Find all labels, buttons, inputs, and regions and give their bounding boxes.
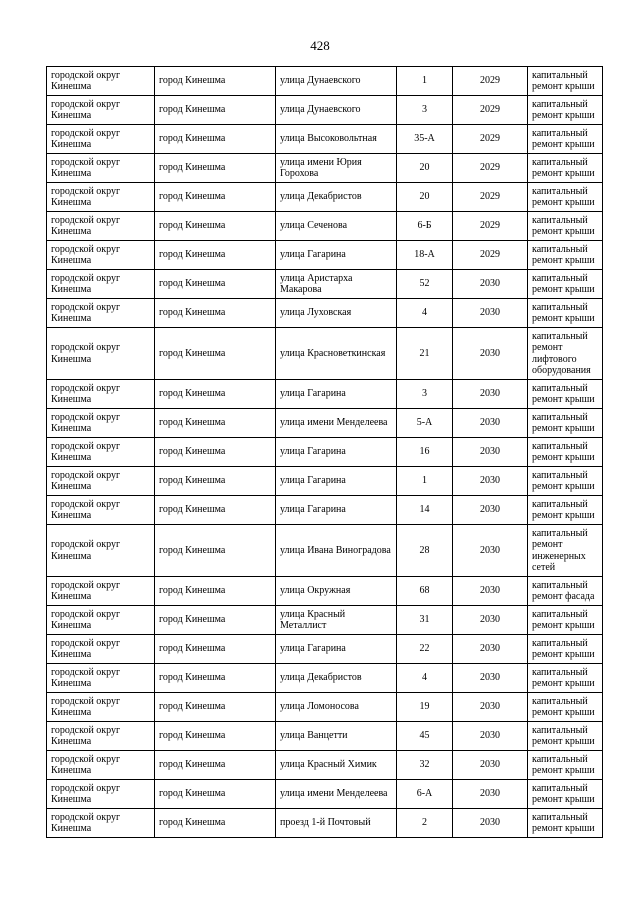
table-row	[47, 241, 603, 270]
cell-house-number: 20	[397, 183, 453, 212]
cell-street: улица Гагарина	[276, 438, 397, 467]
table-row	[47, 751, 603, 780]
cell-work-type: капитальный ремонт крыши	[528, 183, 603, 212]
cell-house-number: 22	[397, 635, 453, 664]
cell-work-type: капитальный ремонт крыши	[528, 606, 603, 635]
cell-house-number: 6-Б	[397, 212, 453, 241]
cell-street: улица Гагарина	[276, 241, 397, 270]
cell-city: город Кинешма	[155, 693, 276, 722]
cell-house-number: 1	[397, 67, 453, 96]
cell-city: город Кинешма	[155, 125, 276, 154]
cell-house-number: 1	[397, 467, 453, 496]
cell-street: улица Аристарха Макарова	[276, 270, 397, 299]
cell-planned-year: 2030	[453, 751, 528, 780]
cell-house-number: 5-А	[397, 409, 453, 438]
cell-municipal-district: городской округ Кинешма	[47, 722, 155, 751]
cell-planned-year: 2030	[453, 577, 528, 606]
cell-house-number: 20	[397, 154, 453, 183]
table-row	[47, 328, 603, 380]
table-row	[47, 606, 603, 635]
cell-city: город Кинешма	[155, 496, 276, 525]
cell-work-type: капитальный ремонт крыши	[528, 467, 603, 496]
cell-work-type: капитальный ремонт крыши	[528, 809, 603, 838]
table-row	[47, 722, 603, 751]
cell-street: улица Гагарина	[276, 467, 397, 496]
cell-municipal-district: городской округ Кинешма	[47, 525, 155, 577]
cell-planned-year: 2030	[453, 722, 528, 751]
cell-street: улица Ванцетти	[276, 722, 397, 751]
cell-planned-year: 2030	[453, 606, 528, 635]
cell-house-number: 45	[397, 722, 453, 751]
table-row	[47, 664, 603, 693]
cell-house-number: 2	[397, 809, 453, 838]
cell-planned-year: 2030	[453, 809, 528, 838]
cell-planned-year: 2029	[453, 183, 528, 212]
cell-city: город Кинешма	[155, 328, 276, 380]
cell-municipal-district: городской округ Кинешма	[47, 496, 155, 525]
cell-municipal-district: городской округ Кинешма	[47, 299, 155, 328]
cell-work-type: капитальный ремонт фасада	[528, 577, 603, 606]
cell-house-number: 3	[397, 96, 453, 125]
cell-work-type: капитальный ремонт крыши	[528, 664, 603, 693]
table-row	[47, 496, 603, 525]
cell-city: город Кинешма	[155, 438, 276, 467]
cell-work-type: капитальный ремонт крыши	[528, 438, 603, 467]
cell-planned-year: 2030	[453, 525, 528, 577]
cell-municipal-district: городской округ Кинешма	[47, 241, 155, 270]
cell-municipal-district: городской округ Кинешма	[47, 780, 155, 809]
cell-municipal-district: городской округ Кинешма	[47, 751, 155, 780]
cell-municipal-district: городской округ Кинешма	[47, 809, 155, 838]
cell-city: город Кинешма	[155, 780, 276, 809]
cell-house-number: 4	[397, 299, 453, 328]
table-row	[47, 380, 603, 409]
cell-work-type: капитальный ремонт крыши	[528, 125, 603, 154]
cell-street: улица Сеченова	[276, 212, 397, 241]
cell-planned-year: 2030	[453, 496, 528, 525]
table-row	[47, 299, 603, 328]
cell-house-number: 19	[397, 693, 453, 722]
cell-municipal-district: городской округ Кинешма	[47, 606, 155, 635]
cell-work-type: капитальный ремонт крыши	[528, 409, 603, 438]
cell-street: улица Красный Металлист	[276, 606, 397, 635]
cell-work-type: капитальный ремонт крыши	[528, 299, 603, 328]
cell-work-type: капитальный ремонт крыши	[528, 96, 603, 125]
cell-work-type: капитальный ремонт крыши	[528, 270, 603, 299]
cell-street: улица Дунаевского	[276, 96, 397, 125]
table-row	[47, 780, 603, 809]
table-row	[47, 525, 603, 577]
cell-work-type: капитальный ремонт крыши	[528, 722, 603, 751]
cell-planned-year: 2030	[453, 438, 528, 467]
cell-house-number: 4	[397, 664, 453, 693]
cell-house-number: 18-А	[397, 241, 453, 270]
cell-house-number: 21	[397, 328, 453, 380]
cell-street: улица Гагарина	[276, 380, 397, 409]
cell-municipal-district: городской округ Кинешма	[47, 577, 155, 606]
page-number: 428	[310, 38, 330, 53]
cell-municipal-district: городской округ Кинешма	[47, 154, 155, 183]
cell-municipal-district: городской округ Кинешма	[47, 409, 155, 438]
table-row	[47, 212, 603, 241]
cell-city: город Кинешма	[155, 606, 276, 635]
cell-city: город Кинешма	[155, 751, 276, 780]
cell-planned-year: 2029	[453, 67, 528, 96]
cell-work-type: капитальный ремонт крыши	[528, 154, 603, 183]
table-row	[47, 467, 603, 496]
cell-municipal-district: городской округ Кинешма	[47, 270, 155, 299]
cell-work-type: капитальный ремонт крыши	[528, 751, 603, 780]
cell-street: улица Луховская	[276, 299, 397, 328]
cell-planned-year: 2029	[453, 96, 528, 125]
cell-work-type: капитальный ремонт крыши	[528, 212, 603, 241]
cell-city: город Кинешма	[155, 635, 276, 664]
cell-street: улица Красноветкинская	[276, 328, 397, 380]
cell-municipal-district: городской округ Кинешма	[47, 693, 155, 722]
table-row	[47, 693, 603, 722]
cell-city: город Кинешма	[155, 299, 276, 328]
table-row	[47, 96, 603, 125]
cell-planned-year: 2030	[453, 467, 528, 496]
cell-planned-year: 2030	[453, 780, 528, 809]
cell-house-number: 6-А	[397, 780, 453, 809]
cell-house-number: 31	[397, 606, 453, 635]
cell-house-number: 32	[397, 751, 453, 780]
cell-city: город Кинешма	[155, 212, 276, 241]
table-row	[47, 183, 603, 212]
cell-street: улица Гагарина	[276, 635, 397, 664]
cell-house-number: 3	[397, 380, 453, 409]
cell-street: улица Красный Химик	[276, 751, 397, 780]
cell-city: город Кинешма	[155, 525, 276, 577]
cell-work-type: капитальный ремонт инженерных сетей	[528, 525, 603, 577]
table-row	[47, 125, 603, 154]
table-row	[47, 67, 603, 96]
cell-planned-year: 2029	[453, 212, 528, 241]
cell-work-type: капитальный ремонт крыши	[528, 693, 603, 722]
cell-municipal-district: городской округ Кинешма	[47, 664, 155, 693]
cell-work-type: капитальный ремонт крыши	[528, 67, 603, 96]
cell-planned-year: 2029	[453, 154, 528, 183]
cell-city: город Кинешма	[155, 467, 276, 496]
cell-planned-year: 2030	[453, 409, 528, 438]
cell-street: улица Высоковольтная	[276, 125, 397, 154]
cell-street: улица имени Юрия Горохова	[276, 154, 397, 183]
cell-municipal-district: городской округ Кинешма	[47, 467, 155, 496]
cell-municipal-district: городской округ Кинешма	[47, 328, 155, 380]
cell-street: улица Окружная	[276, 577, 397, 606]
cell-street: улица Декабристов	[276, 183, 397, 212]
cell-house-number: 52	[397, 270, 453, 299]
cell-city: город Кинешма	[155, 722, 276, 751]
cell-work-type: капитальный ремонт лифтового оборудования	[528, 328, 603, 380]
cell-city: город Кинешма	[155, 809, 276, 838]
cell-planned-year: 2030	[453, 299, 528, 328]
cell-house-number: 16	[397, 438, 453, 467]
cell-city: город Кинешма	[155, 664, 276, 693]
repair-schedule-table	[46, 66, 603, 838]
cell-street: улица Дунаевского	[276, 67, 397, 96]
cell-house-number: 28	[397, 525, 453, 577]
cell-city: город Кинешма	[155, 154, 276, 183]
cell-street: улица имени Менделеева	[276, 780, 397, 809]
table-row	[47, 809, 603, 838]
cell-city: город Кинешма	[155, 380, 276, 409]
cell-planned-year: 2030	[453, 635, 528, 664]
table-row	[47, 635, 603, 664]
cell-municipal-district: городской округ Кинешма	[47, 125, 155, 154]
cell-city: город Кинешма	[155, 67, 276, 96]
cell-municipal-district: городской округ Кинешма	[47, 96, 155, 125]
cell-municipal-district: городской округ Кинешма	[47, 635, 155, 664]
table-row	[47, 270, 603, 299]
cell-city: город Кинешма	[155, 183, 276, 212]
cell-street: улица Ломоносова	[276, 693, 397, 722]
table-body	[47, 67, 603, 838]
cell-municipal-district: городской округ Кинешма	[47, 67, 155, 96]
cell-work-type: капитальный ремонт крыши	[528, 496, 603, 525]
cell-planned-year: 2029	[453, 241, 528, 270]
cell-municipal-district: городской округ Кинешма	[47, 438, 155, 467]
cell-city: город Кинешма	[155, 270, 276, 299]
cell-work-type: капитальный ремонт крыши	[528, 780, 603, 809]
cell-street: улица имени Менделеева	[276, 409, 397, 438]
cell-work-type: капитальный ремонт крыши	[528, 380, 603, 409]
cell-planned-year: 2030	[453, 328, 528, 380]
cell-planned-year: 2030	[453, 380, 528, 409]
table-row	[47, 409, 603, 438]
cell-planned-year: 2030	[453, 270, 528, 299]
cell-municipal-district: городской округ Кинешма	[47, 183, 155, 212]
cell-work-type: капитальный ремонт крыши	[528, 635, 603, 664]
cell-city: город Кинешма	[155, 577, 276, 606]
cell-city: город Кинешма	[155, 96, 276, 125]
cell-city: город Кинешма	[155, 409, 276, 438]
cell-planned-year: 2030	[453, 664, 528, 693]
cell-planned-year: 2029	[453, 125, 528, 154]
cell-street: улица Декабристов	[276, 664, 397, 693]
cell-house-number: 35-А	[397, 125, 453, 154]
cell-street: проезд 1-й Почтовый	[276, 809, 397, 838]
cell-house-number: 68	[397, 577, 453, 606]
cell-street: улица Гагарина	[276, 496, 397, 525]
table-row	[47, 154, 603, 183]
cell-street: улица Ивана Виноградова	[276, 525, 397, 577]
cell-planned-year: 2030	[453, 693, 528, 722]
cell-house-number: 14	[397, 496, 453, 525]
table-row	[47, 438, 603, 467]
cell-municipal-district: городской округ Кинешма	[47, 380, 155, 409]
cell-city: город Кинешма	[155, 241, 276, 270]
cell-work-type: капитальный ремонт крыши	[528, 241, 603, 270]
cell-municipal-district: городской округ Кинешма	[47, 212, 155, 241]
table-row	[47, 577, 603, 606]
